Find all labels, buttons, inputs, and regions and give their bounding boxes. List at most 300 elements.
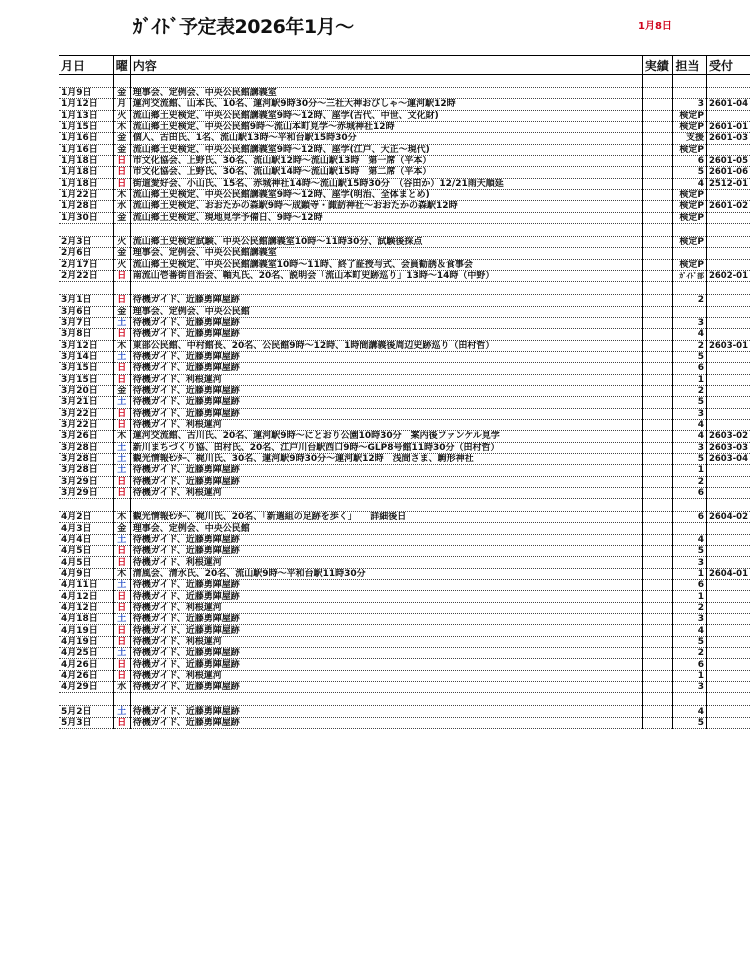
spacer-cell bbox=[673, 282, 706, 295]
table-row bbox=[59, 625, 750, 636]
uketsuke-cell bbox=[706, 317, 750, 328]
table-row bbox=[59, 385, 750, 396]
spacer-cell bbox=[673, 693, 706, 706]
uketsuke-cell: 2604-01 bbox=[706, 568, 750, 579]
spacer-row bbox=[59, 223, 750, 236]
spacer-cell bbox=[59, 75, 113, 88]
content-cell: 待機ガイド、利根運河 bbox=[130, 419, 642, 430]
weekday-cell: 土 bbox=[113, 351, 130, 362]
table-row bbox=[59, 110, 750, 121]
table-row bbox=[59, 568, 750, 579]
header-weekday: 曜 bbox=[113, 56, 130, 75]
content-cell: 清風会、清水氏、20名、流山駅9時～平和台駅11時30分 bbox=[130, 568, 642, 579]
tanto-cell: 6 bbox=[673, 659, 706, 670]
uketsuke-cell: 2603-01 bbox=[706, 340, 750, 351]
spacer-cell bbox=[642, 499, 673, 512]
weekday-cell: 土 bbox=[113, 580, 130, 591]
uketsuke-cell bbox=[706, 580, 750, 591]
date-cell: 4月29日 bbox=[59, 682, 113, 693]
tanto-cell: 2 bbox=[673, 340, 706, 351]
weekday-cell: 金 bbox=[113, 248, 130, 259]
weekday-cell: 日 bbox=[113, 295, 130, 306]
content-cell: 観光情報ｾﾝﾀｰ、梶川氏、30名、運河駅9時30分～運河駅12時 浅間さま、駒形神社 bbox=[130, 453, 642, 464]
content-cell: 流山郷土史検定、中央公民館講義室10時～11時、終了証授与式、会員勧誘＆食事会 bbox=[130, 259, 642, 270]
table-row bbox=[59, 99, 750, 110]
tanto-cell: 3 bbox=[673, 408, 706, 419]
jisseki-cell bbox=[642, 144, 673, 155]
tanto-cell: 1 bbox=[673, 374, 706, 385]
table-row bbox=[59, 329, 750, 340]
uketsuke-cell: 2601-03 bbox=[706, 133, 750, 144]
weekday-cell: 火 bbox=[113, 236, 130, 247]
tanto-cell: 検定P bbox=[673, 110, 706, 121]
weekday-cell: 日 bbox=[113, 270, 130, 281]
table-row bbox=[59, 167, 750, 178]
spacer-cell bbox=[130, 693, 642, 706]
weekday-cell: 木 bbox=[113, 121, 130, 132]
tanto-cell: 5 bbox=[673, 717, 706, 728]
uketsuke-cell bbox=[706, 110, 750, 121]
weekday-cell: 土 bbox=[113, 442, 130, 453]
weekday-cell: 木 bbox=[113, 189, 130, 200]
table-row bbox=[59, 236, 750, 247]
content-cell: 流山郷土史検定、中央公民館講義室9時～12時、座学(江戸、大正～現代) bbox=[130, 144, 642, 155]
content-cell: 待機ガイド、近藤勇陣屋跡 bbox=[130, 546, 642, 557]
content-cell: 流山郷土史検定試験、中央公民館講義室10時～11時30分、試験後採点 bbox=[130, 236, 642, 247]
weekday-cell: 日 bbox=[113, 178, 130, 189]
weekday-cell: 日 bbox=[113, 476, 130, 487]
uketsuke-cell bbox=[706, 659, 750, 670]
uketsuke-cell: 2601-04 bbox=[706, 99, 750, 110]
tanto-cell bbox=[673, 523, 706, 534]
tanto-cell bbox=[673, 248, 706, 259]
uketsuke-cell: 2601-01 bbox=[706, 121, 750, 132]
weekday-cell: 日 bbox=[113, 602, 130, 613]
table-row bbox=[59, 270, 750, 281]
weekday-cell: 日 bbox=[113, 419, 130, 430]
tanto-cell: 4 bbox=[673, 329, 706, 340]
date-cell: 4月19日 bbox=[59, 625, 113, 636]
spacer-cell bbox=[642, 75, 673, 88]
date-cell: 3月15日 bbox=[59, 363, 113, 374]
jisseki-cell bbox=[642, 340, 673, 351]
tanto-cell: 3 bbox=[673, 99, 706, 110]
content-cell: 流山郷土史検定、中央公民館講義室9時～12時、座学(明治、全体まとめ) bbox=[130, 189, 642, 200]
date-cell: 4月26日 bbox=[59, 670, 113, 681]
jisseki-cell bbox=[642, 453, 673, 464]
date-cell: 1月15日 bbox=[59, 121, 113, 132]
header-date: 月日 bbox=[59, 56, 113, 75]
date-cell: 4月5日 bbox=[59, 557, 113, 568]
content-cell: 市文化協会、上野氏、30名、流山駅14時～流山駅15時 第二席（平本） bbox=[130, 167, 642, 178]
weekday-cell: 火 bbox=[113, 259, 130, 270]
uketsuke-cell: 2601-05 bbox=[706, 155, 750, 166]
date-cell: 1月18日 bbox=[59, 155, 113, 166]
uketsuke-cell bbox=[706, 408, 750, 419]
weekday-cell: 金 bbox=[113, 306, 130, 317]
tanto-cell: 4 bbox=[673, 431, 706, 442]
jisseki-cell bbox=[642, 189, 673, 200]
content-cell: 待機ガイド、近藤勇陣屋跡 bbox=[130, 580, 642, 591]
weekday-cell: 日 bbox=[113, 557, 130, 568]
content-cell: 待機ガイド、近藤勇陣屋跡 bbox=[130, 614, 642, 625]
date-cell: 5月2日 bbox=[59, 706, 113, 717]
table-row bbox=[59, 144, 750, 155]
date-cell: 4月25日 bbox=[59, 648, 113, 659]
schedule-body bbox=[59, 75, 750, 729]
table-row bbox=[59, 351, 750, 362]
content-cell: 待機ガイド、近藤勇陣屋跡 bbox=[130, 397, 642, 408]
weekday-cell: 日 bbox=[113, 155, 130, 166]
tanto-cell: 3 bbox=[673, 557, 706, 568]
date-cell: 2月6日 bbox=[59, 248, 113, 259]
table-row bbox=[59, 523, 750, 534]
date-cell: 1月12日 bbox=[59, 99, 113, 110]
uketsuke-cell: 2601-06 bbox=[706, 167, 750, 178]
jisseki-cell bbox=[642, 385, 673, 396]
spacer-cell bbox=[130, 223, 642, 236]
weekday-cell: 土 bbox=[113, 465, 130, 476]
date-cell: 4月9日 bbox=[59, 568, 113, 579]
spacer-cell bbox=[706, 693, 750, 706]
date-cell: 4月19日 bbox=[59, 636, 113, 647]
uketsuke-cell: 2603-02 bbox=[706, 431, 750, 442]
spacer-cell bbox=[59, 693, 113, 706]
tanto-cell: 検定P bbox=[673, 121, 706, 132]
uketsuke-cell bbox=[706, 523, 750, 534]
content-cell: 待機ガイド、近藤勇陣屋跡 bbox=[130, 534, 642, 545]
table-row bbox=[59, 659, 750, 670]
table-row bbox=[59, 534, 750, 545]
content-cell: 流山郷土史検定、中央公民館講義室9時～12時、座学(古代、中世、文化財) bbox=[130, 110, 642, 121]
content-cell: 待機ガイド、近藤勇陣屋跡 bbox=[130, 317, 642, 328]
date-cell: 1月22日 bbox=[59, 189, 113, 200]
tanto-cell: 検定P bbox=[673, 189, 706, 200]
table-row bbox=[59, 317, 750, 328]
weekday-cell: 火 bbox=[113, 110, 130, 121]
tanto-cell: 4 bbox=[673, 625, 706, 636]
table-row bbox=[59, 397, 750, 408]
date-cell: 3月28日 bbox=[59, 465, 113, 476]
jisseki-cell bbox=[642, 546, 673, 557]
weekday-cell: 水 bbox=[113, 682, 130, 693]
weekday-cell: 金 bbox=[113, 88, 130, 99]
content-cell: 待機ガイド、近藤勇陣屋跡 bbox=[130, 717, 642, 728]
table-row bbox=[59, 212, 750, 223]
uketsuke-cell bbox=[706, 648, 750, 659]
uketsuke-cell bbox=[706, 363, 750, 374]
tanto-cell: 5 bbox=[673, 453, 706, 464]
uketsuke-cell bbox=[706, 546, 750, 557]
spacer-cell bbox=[59, 499, 113, 512]
table-row bbox=[59, 487, 750, 498]
tanto-cell: 3 bbox=[673, 442, 706, 453]
table-row bbox=[59, 546, 750, 557]
content-cell: 待機ガイド、利根運河 bbox=[130, 374, 642, 385]
jisseki-cell bbox=[642, 568, 673, 579]
content-cell: 待機ガイド、利根運河 bbox=[130, 487, 642, 498]
tanto-cell: 6 bbox=[673, 512, 706, 523]
jisseki-cell bbox=[642, 178, 673, 189]
content-cell: 東部公民館、中村館長、20名、公民館9時～12時、1時間講義後周辺史跡巡り（田村哲） bbox=[130, 340, 642, 351]
jisseki-cell bbox=[642, 476, 673, 487]
weekday-cell: 日 bbox=[113, 546, 130, 557]
weekday-cell: 日 bbox=[113, 670, 130, 681]
weekday-cell: 土 bbox=[113, 648, 130, 659]
uketsuke-cell bbox=[706, 306, 750, 317]
jisseki-cell bbox=[642, 648, 673, 659]
jisseki-cell bbox=[642, 295, 673, 306]
spacer-cell bbox=[673, 499, 706, 512]
tanto-cell: 検定P bbox=[673, 259, 706, 270]
uketsuke-cell bbox=[706, 329, 750, 340]
table-row bbox=[59, 682, 750, 693]
content-cell: 待機ガイド、近藤勇陣屋跡 bbox=[130, 329, 642, 340]
spacer-cell bbox=[113, 223, 130, 236]
uketsuke-cell bbox=[706, 351, 750, 362]
content-cell: 観光情報ｾﾝﾀｰ、梶川氏、20名、「新選組の足跡を歩く」 詳細後日 bbox=[130, 512, 642, 523]
tanto-cell: 検定P bbox=[673, 144, 706, 155]
content-cell: 流山郷土史検定、現地見学予備日、9時～12時 bbox=[130, 212, 642, 223]
spacer-row bbox=[59, 499, 750, 512]
content-cell: 待機ガイド、近藤勇陣屋跡 bbox=[130, 706, 642, 717]
date-cell: 3月22日 bbox=[59, 408, 113, 419]
content-cell: 街道愛好会、小山氏、15名、赤城神社14時～流山駅15時30分 （谷田か）12/21雨天順延 bbox=[130, 178, 642, 189]
content-cell: 待機ガイド、近藤勇陣屋跡 bbox=[130, 682, 642, 693]
table-row bbox=[59, 670, 750, 681]
uketsuke-cell: 2603-03 bbox=[706, 442, 750, 453]
uketsuke-cell bbox=[706, 385, 750, 396]
tanto-cell: 支援 bbox=[673, 133, 706, 144]
content-cell: 理事会、定例会、中央公民館 bbox=[130, 523, 642, 534]
date-cell: 3月28日 bbox=[59, 453, 113, 464]
weekday-cell: 金 bbox=[113, 133, 130, 144]
table-row bbox=[59, 453, 750, 464]
content-cell: 待機ガイド、近藤勇陣屋跡 bbox=[130, 625, 642, 636]
tanto-cell: 6 bbox=[673, 487, 706, 498]
spacer-row bbox=[59, 693, 750, 706]
jisseki-cell bbox=[642, 99, 673, 110]
date-cell: 4月12日 bbox=[59, 602, 113, 613]
tanto-cell: 4 bbox=[673, 706, 706, 717]
jisseki-cell bbox=[642, 408, 673, 419]
date-cell: 3月21日 bbox=[59, 397, 113, 408]
date-cell: 3月8日 bbox=[59, 329, 113, 340]
date-cell: 3月12日 bbox=[59, 340, 113, 351]
table-row bbox=[59, 363, 750, 374]
jisseki-cell bbox=[642, 465, 673, 476]
uketsuke-cell bbox=[706, 476, 750, 487]
jisseki-cell bbox=[642, 110, 673, 121]
table-row bbox=[59, 648, 750, 659]
content-cell: 待機ガイド、近藤勇陣屋跡 bbox=[130, 408, 642, 419]
jisseki-cell bbox=[642, 121, 673, 132]
uketsuke-cell bbox=[706, 670, 750, 681]
date-cell: 2月22日 bbox=[59, 270, 113, 281]
jisseki-cell bbox=[642, 236, 673, 247]
date-cell: 4月2日 bbox=[59, 512, 113, 523]
date-cell: 3月15日 bbox=[59, 374, 113, 385]
spacer-cell bbox=[59, 282, 113, 295]
spacer-cell bbox=[706, 282, 750, 295]
weekday-cell: 日 bbox=[113, 363, 130, 374]
spacer-cell bbox=[642, 693, 673, 706]
date-cell: 3月22日 bbox=[59, 419, 113, 430]
date-cell: 3月29日 bbox=[59, 476, 113, 487]
spacer-cell bbox=[113, 499, 130, 512]
weekday-cell: 日 bbox=[113, 659, 130, 670]
tanto-cell bbox=[673, 88, 706, 99]
weekday-cell: 日 bbox=[113, 717, 130, 728]
content-cell: 待機ガイド、近藤勇陣屋跡 bbox=[130, 351, 642, 362]
content-cell: 待機ガイド、近藤勇陣屋跡 bbox=[130, 648, 642, 659]
tanto-cell: 2 bbox=[673, 295, 706, 306]
jisseki-cell bbox=[642, 591, 673, 602]
spacer-cell bbox=[59, 223, 113, 236]
jisseki-cell bbox=[642, 329, 673, 340]
uketsuke-cell bbox=[706, 212, 750, 223]
tanto-cell: 1 bbox=[673, 670, 706, 681]
jisseki-cell bbox=[642, 706, 673, 717]
uketsuke-cell bbox=[706, 248, 750, 259]
tanto-cell: 6 bbox=[673, 155, 706, 166]
jisseki-cell bbox=[642, 670, 673, 681]
uketsuke-cell: 2604-02 bbox=[706, 512, 750, 523]
weekday-cell: 金 bbox=[113, 212, 130, 223]
jisseki-cell bbox=[642, 351, 673, 362]
spacer-row bbox=[59, 75, 750, 88]
table-row bbox=[59, 431, 750, 442]
tanto-cell: 2 bbox=[673, 648, 706, 659]
content-cell: 流山郷土史検定、おおたかの森駅9時～成顕寺・諏訪神社～おおたかの森駅12時 bbox=[130, 201, 642, 212]
table-row bbox=[59, 201, 750, 212]
uketsuke-cell bbox=[706, 602, 750, 613]
uketsuke-cell bbox=[706, 189, 750, 200]
spacer-cell bbox=[673, 75, 706, 88]
header-uketsuke: 受付 bbox=[706, 56, 750, 75]
table-row bbox=[59, 636, 750, 647]
content-cell: 理事会、定例会、中央公民館講義室 bbox=[130, 88, 642, 99]
tanto-cell: 4 bbox=[673, 419, 706, 430]
jisseki-cell bbox=[642, 419, 673, 430]
spacer-cell bbox=[113, 282, 130, 295]
jisseki-cell bbox=[642, 602, 673, 613]
uketsuke-cell: 2603-04 bbox=[706, 453, 750, 464]
tanto-cell: 2 bbox=[673, 602, 706, 613]
jisseki-cell bbox=[642, 317, 673, 328]
table-row bbox=[59, 121, 750, 132]
content-cell: 運河交流館、古川氏、20名、運河駅9時～にとおり公園10時30分 案内後ファンケル見学 bbox=[130, 431, 642, 442]
table-row bbox=[59, 155, 750, 166]
uketsuke-cell: 2512-01 bbox=[706, 178, 750, 189]
tanto-cell: 検定P bbox=[673, 236, 706, 247]
uketsuke-cell bbox=[706, 465, 750, 476]
date-cell: 5月3日 bbox=[59, 717, 113, 728]
content-cell: 待機ガイド、近藤勇陣屋跡 bbox=[130, 591, 642, 602]
weekday-cell: 水 bbox=[113, 201, 130, 212]
date-cell: 4月26日 bbox=[59, 659, 113, 670]
date-badge: 1月8日 bbox=[638, 21, 672, 32]
date-cell: 2月3日 bbox=[59, 236, 113, 247]
spacer-cell bbox=[673, 223, 706, 236]
content-cell: 流山郷土史検定、中央公民館9時～流山本町見学～赤城神社12時 bbox=[130, 121, 642, 132]
uketsuke-cell bbox=[706, 259, 750, 270]
jisseki-cell bbox=[642, 534, 673, 545]
jisseki-cell bbox=[642, 397, 673, 408]
content-cell: 理事会、定例会、中央公民館講義室 bbox=[130, 248, 642, 259]
uketsuke-cell bbox=[706, 374, 750, 385]
spacer-cell bbox=[113, 693, 130, 706]
spacer-cell bbox=[706, 75, 750, 88]
jisseki-cell bbox=[642, 155, 673, 166]
spacer-cell bbox=[642, 282, 673, 295]
tanto-cell: 6 bbox=[673, 363, 706, 374]
jisseki-cell bbox=[642, 614, 673, 625]
date-cell: 1月18日 bbox=[59, 178, 113, 189]
tanto-cell: 3 bbox=[673, 614, 706, 625]
date-cell: 1月28日 bbox=[59, 201, 113, 212]
weekday-cell: 木 bbox=[113, 431, 130, 442]
jisseki-cell bbox=[642, 659, 673, 670]
tanto-cell: 4 bbox=[673, 178, 706, 189]
table-row bbox=[59, 259, 750, 270]
uketsuke-cell bbox=[706, 487, 750, 498]
weekday-cell: 日 bbox=[113, 636, 130, 647]
weekday-cell: 土 bbox=[113, 706, 130, 717]
jisseki-cell bbox=[642, 88, 673, 99]
content-cell: 待機ガイド、近藤勇陣屋跡 bbox=[130, 295, 642, 306]
date-cell: 4月3日 bbox=[59, 523, 113, 534]
date-cell: 2月17日 bbox=[59, 259, 113, 270]
tanto-cell bbox=[673, 306, 706, 317]
table-row bbox=[59, 408, 750, 419]
uketsuke-cell: 2601-02 bbox=[706, 201, 750, 212]
date-cell: 1月16日 bbox=[59, 133, 113, 144]
weekday-cell: 日 bbox=[113, 625, 130, 636]
content-cell: 待機ガイド、利根運河 bbox=[130, 557, 642, 568]
spacer-cell bbox=[113, 75, 130, 88]
weekday-cell: 日 bbox=[113, 329, 130, 340]
date-cell: 1月16日 bbox=[59, 144, 113, 155]
date-cell: 4月4日 bbox=[59, 534, 113, 545]
table-row bbox=[59, 133, 750, 144]
weekday-cell: 日 bbox=[113, 487, 130, 498]
weekday-cell: 土 bbox=[113, 397, 130, 408]
uketsuke-cell bbox=[706, 636, 750, 647]
table-row bbox=[59, 306, 750, 317]
content-cell: 待機ガイド、近藤勇陣屋跡 bbox=[130, 476, 642, 487]
weekday-cell: 土 bbox=[113, 534, 130, 545]
jisseki-cell bbox=[642, 167, 673, 178]
date-cell: 4月11日 bbox=[59, 580, 113, 591]
uketsuke-cell bbox=[706, 397, 750, 408]
table-row bbox=[59, 465, 750, 476]
tanto-cell: 3 bbox=[673, 682, 706, 693]
table-row bbox=[59, 717, 750, 728]
weekday-cell: 土 bbox=[113, 614, 130, 625]
table-row bbox=[59, 340, 750, 351]
uketsuke-cell bbox=[706, 88, 750, 99]
table-row bbox=[59, 476, 750, 487]
date-cell: 1月13日 bbox=[59, 110, 113, 121]
uketsuke-cell bbox=[706, 706, 750, 717]
date-cell: 3月7日 bbox=[59, 317, 113, 328]
date-cell: 4月12日 bbox=[59, 591, 113, 602]
weekday-cell: 日 bbox=[113, 167, 130, 178]
jisseki-cell bbox=[642, 442, 673, 453]
header-content: 内容 bbox=[130, 56, 642, 75]
tanto-cell: 1 bbox=[673, 568, 706, 579]
